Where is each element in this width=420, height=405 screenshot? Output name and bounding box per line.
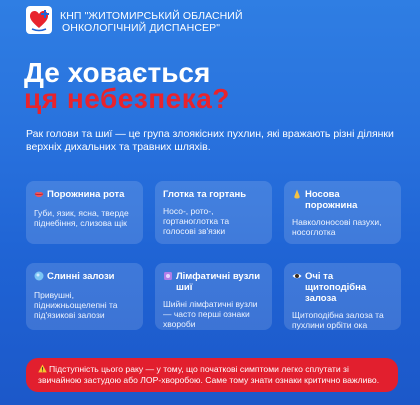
heart-cross-logo-icon — [28, 8, 50, 32]
nose-icon — [292, 189, 302, 199]
warning-text: Підступність цього раку — у тому, що початкові симптоми легко сплутати зі звичайною застудою або ЛОР-хворобою. Саме тому знати ознаки критично важливо. — [38, 364, 380, 385]
org-line-2: ОНКОЛОГІЧНИЙ ДИСПАНСЕР" — [62, 22, 221, 34]
card-text: Навколоносові пазухи, носоглотка — [292, 217, 382, 237]
organization-name — [60, 10, 243, 34]
card-text: Привушні, піднижньощелепні та під'язикові залози — [34, 290, 118, 320]
page-title-line-1: Де ховається — [24, 57, 211, 88]
eye-icon — [292, 271, 302, 281]
card-text: Носо-, рото-, гортаноглотка та голосові зв'язки — [163, 206, 230, 236]
intro-text: Рак голови та шиї — це група злоякісних пухлин, які вражають різні ділянки верхніх дихальних та травних шляхів. — [26, 128, 394, 153]
card-lymph-nodes — [155, 263, 272, 330]
lips-icon — [34, 189, 44, 199]
card-title: Лімфатичні вузли шиї — [176, 271, 261, 293]
card-title: Порожнина рота — [47, 189, 125, 200]
lymph-icon — [163, 271, 173, 281]
card-pharynx-larynx — [155, 181, 272, 244]
card-title: Носова порожнина — [305, 189, 358, 211]
card-title: Слинні залози — [47, 271, 115, 282]
card-title: Очі та щитоподібна залоза — [305, 271, 367, 304]
gland-icon — [34, 271, 44, 281]
card-eyes-thyroid — [284, 263, 401, 330]
warning-banner — [26, 358, 398, 392]
card-salivary-glands — [26, 263, 143, 330]
warning-icon — [38, 364, 47, 373]
card-text: Щитоподібна залоза та пухлини орбіти ока — [292, 310, 384, 330]
page-title-line-2: ця небезпека? — [24, 83, 230, 114]
card-title: Глотка та гортань — [163, 189, 247, 200]
card-nasal-cavity — [284, 181, 401, 244]
org-line-1: КНП "ЖИТОМИРСЬКИЙ ОБЛАСНИЙ — [60, 10, 243, 22]
logo — [26, 6, 52, 34]
card-oral-cavity — [26, 181, 143, 244]
card-text: Губи, язик, ясна, тверде піднебіння, слизова щік — [34, 208, 129, 228]
card-text: Шийні лімфатичні вузли — часто перші ознаки хвороби — [163, 299, 258, 329]
